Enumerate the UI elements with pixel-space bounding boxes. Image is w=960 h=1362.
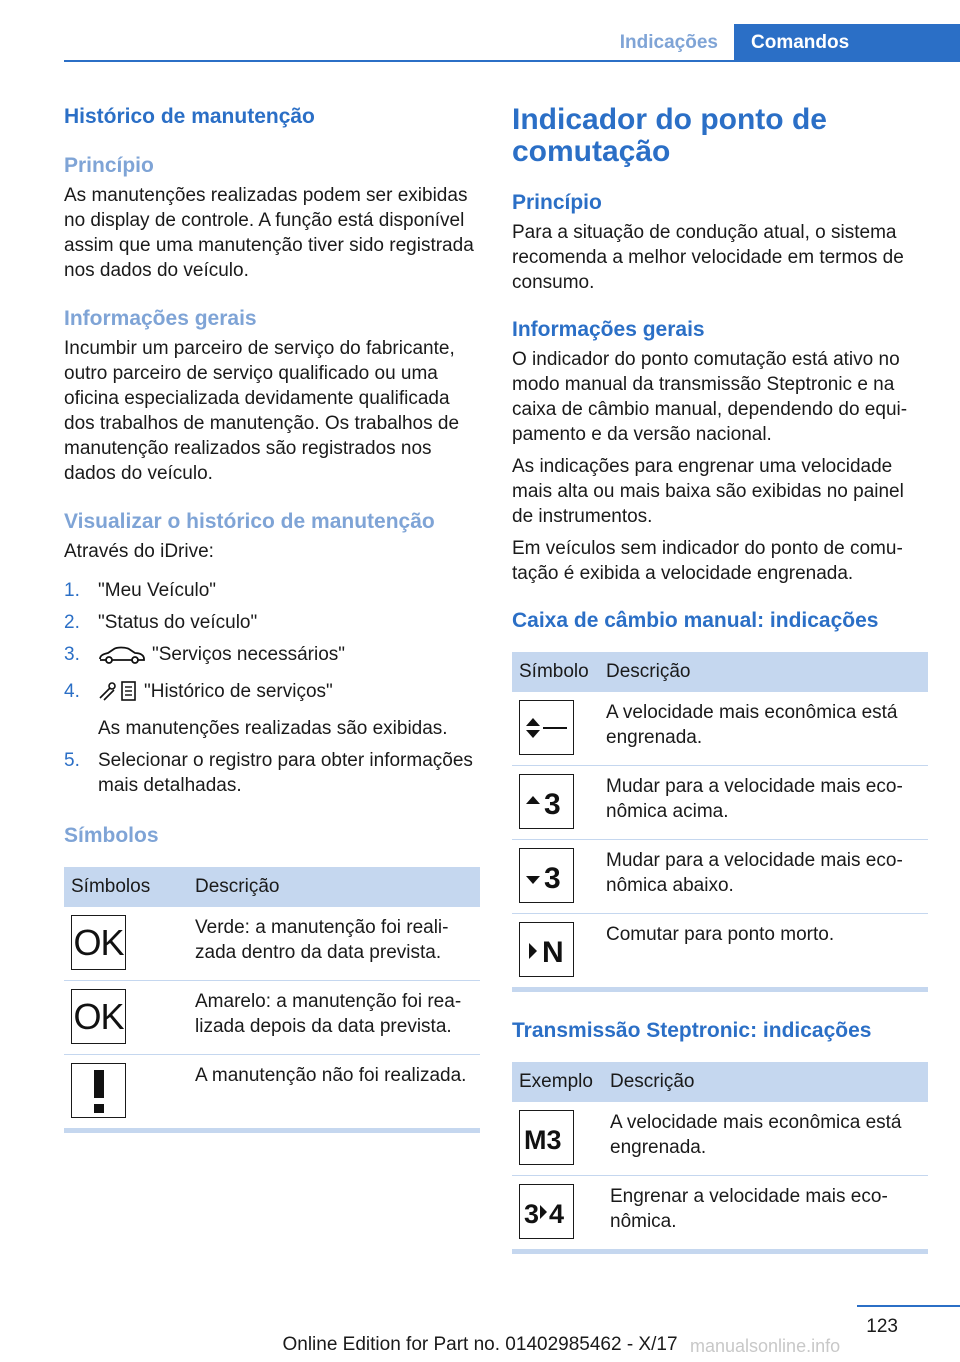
table-row bbox=[512, 840, 928, 914]
view-history-intro: Através do iDrive: bbox=[64, 541, 214, 562]
tab-comandos[interactable]: Comandos bbox=[734, 24, 960, 62]
description-cell: A velocidade mais econômica está engrenada. bbox=[603, 1102, 928, 1176]
svg-text:N: N bbox=[541, 935, 564, 966]
service-history-icon bbox=[98, 680, 138, 709]
general-info-p3: Em veículos sem indicador do ponto de comutação é exibida a velocidade engrenada. bbox=[512, 538, 903, 584]
tab-indicacoes[interactable]: Indicações bbox=[619, 32, 718, 53]
steptronic-table bbox=[512, 1062, 928, 1249]
exclamation-icon bbox=[71, 1063, 126, 1118]
general-info-title: Informações gerais bbox=[64, 307, 257, 330]
table-end-rule bbox=[64, 1128, 480, 1133]
step-subtext: As manutenções realizadas são exibidas. bbox=[98, 718, 448, 739]
list-item bbox=[64, 642, 480, 672]
column-header-description: Descrição bbox=[603, 1062, 928, 1102]
svg-text:3: 3 bbox=[543, 861, 561, 892]
step-text: "Serviços necessários" bbox=[152, 644, 346, 665]
step-text: Selecionar o registro para obter informações mais detalhadas. bbox=[98, 750, 473, 796]
section-heading-shift-indicator: Indicador do ponto de comutação bbox=[512, 103, 827, 168]
svg-text:M3: M3 bbox=[523, 1124, 562, 1154]
shift-3-to-4-icon bbox=[519, 1184, 574, 1239]
watermark: manualsonline.info bbox=[690, 1336, 841, 1356]
column-header-example: Exemplo bbox=[512, 1062, 603, 1102]
m3-icon bbox=[519, 1110, 574, 1165]
steps-list bbox=[64, 578, 480, 798]
general-info-p2: As indicações para engrenar uma velocidade mais alta ou mais baixa são exibidas no painel de instrumentos. bbox=[512, 456, 904, 527]
table-header-row bbox=[64, 867, 480, 907]
table-end-rule bbox=[512, 987, 928, 992]
description-cell: A velocidade mais econômica está engrenada. bbox=[599, 692, 928, 766]
table-row bbox=[512, 1176, 928, 1250]
car-service-icon bbox=[98, 645, 146, 672]
table-row bbox=[512, 914, 928, 988]
header-tabs bbox=[604, 24, 960, 62]
description-cell: Comutar para ponto morto. bbox=[606, 924, 835, 945]
table-row bbox=[512, 766, 928, 840]
table-row bbox=[512, 692, 928, 766]
header-rule bbox=[64, 60, 960, 62]
principle-text: Para a situação de condução atual, o sistema recomenda a melhor velocidade em termos de consumo. bbox=[512, 222, 904, 293]
ok-green-icon: OK bbox=[71, 915, 126, 970]
column-header-description: Descrição bbox=[188, 867, 480, 907]
optimal-gear-icon bbox=[519, 700, 574, 755]
steptronic-title: Transmissão Steptronic: indicações bbox=[512, 1019, 872, 1042]
ok-yellow-icon: OK bbox=[71, 989, 126, 1044]
page-number: 123 bbox=[866, 1316, 898, 1337]
right-column bbox=[512, 100, 928, 1254]
list-item bbox=[64, 748, 480, 798]
svg-text:3: 3 bbox=[523, 1198, 539, 1228]
general-info-text: Incumbir um parceiro de serviço do fabricante, outro parceiro de serviço qualificado ou uma oficina especializada devidamente qualificada dos trabalhos de manutenção. Os trabalhos de manutenção realizados são registrados nos dados do veículo. bbox=[64, 338, 460, 484]
step-number: 1. bbox=[64, 580, 80, 601]
manual-gearbox-title: Caixa de câmbio manual: indicações bbox=[512, 609, 879, 632]
description-cell: Mudar para a velocidade mais econômica acima. bbox=[599, 766, 928, 840]
general-info-title: Informações gerais bbox=[512, 318, 705, 341]
upshift-3-icon bbox=[519, 774, 574, 829]
view-history-title: Visualizar o histórico de manutenção bbox=[64, 510, 435, 533]
table-header-row bbox=[512, 1062, 928, 1102]
manual-gearbox-table bbox=[512, 652, 928, 987]
edition-footer: Online Edition for Part no. 01402985462 - X/17 bbox=[282, 1334, 678, 1355]
step-text: "Histórico de serviços" bbox=[144, 681, 333, 702]
column-header-symbols: Símbolos bbox=[64, 867, 188, 907]
description-cell: Mudar para a velocidade mais econômica abaixo. bbox=[599, 840, 928, 914]
description-cell: Verde: a manutenção foi realizada dentro da data prevista. bbox=[188, 907, 480, 981]
step-number: 3. bbox=[64, 644, 80, 665]
neutral-icon bbox=[519, 922, 574, 977]
column-header-description: Descrição bbox=[599, 652, 928, 692]
general-info-p1: O indicador do ponto comutação está ativo no modo manual da transmissão Steptronic e na caixa de câmbio manual, dependendo do equipamento e da versão nacional. bbox=[512, 349, 908, 445]
left-column bbox=[64, 100, 480, 1133]
svg-text:4: 4 bbox=[548, 1198, 564, 1228]
column-header-symbol: Símbolo bbox=[512, 652, 599, 692]
step-text: "Meu Veículo" bbox=[98, 580, 217, 601]
step-number: 4. bbox=[64, 681, 80, 702]
symbols-title: Símbolos bbox=[64, 824, 159, 847]
table-header-row bbox=[512, 652, 928, 692]
principle-title: Princípio bbox=[512, 191, 602, 214]
downshift-3-icon bbox=[519, 848, 574, 903]
description-cell: A manutenção não foi realizada. bbox=[195, 1065, 467, 1086]
step-number: 5. bbox=[64, 750, 80, 771]
list-item bbox=[64, 679, 480, 741]
step-text: "Status do veículo" bbox=[98, 612, 258, 633]
principle-title: Princípio bbox=[64, 154, 154, 177]
section-heading-history: Histórico de manutenção bbox=[64, 105, 315, 128]
symbols-table bbox=[64, 867, 480, 1128]
table-end-rule bbox=[512, 1249, 928, 1254]
table-row bbox=[512, 1102, 928, 1176]
table-row bbox=[64, 981, 480, 1055]
description-cell: Engrenar a velocidade mais econômica. bbox=[610, 1186, 888, 1232]
svg-text:3: 3 bbox=[543, 787, 561, 818]
table-row bbox=[64, 907, 480, 981]
principle-text: As manutenções realizadas podem ser exibidas no display de controle. A função está disponível assim que uma manutenção tiver sido registrada nos dados do veículo. bbox=[64, 185, 474, 281]
list-item bbox=[64, 578, 480, 603]
table-row bbox=[64, 1055, 480, 1129]
description-cell: Amarelo: a manutenção foi realizada depois da data prevista. bbox=[188, 981, 480, 1055]
list-item bbox=[64, 610, 480, 635]
footer-rule bbox=[857, 1305, 960, 1307]
step-number: 2. bbox=[64, 612, 80, 633]
